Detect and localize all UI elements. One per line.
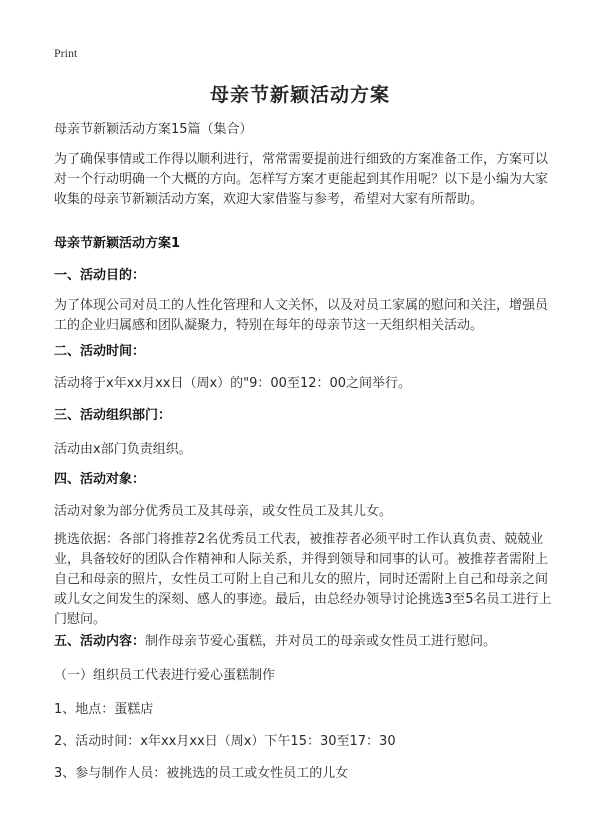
list-item-2: 2、活动时间：x年xx月xx日（周x）下午15：30至17：30 xyxy=(54,734,396,749)
print-link[interactable]: Print xyxy=(54,46,78,60)
content-heading: 五、活动内容： xyxy=(54,634,146,649)
subtitle: 母亲节新颖活动方案15篇（集合） xyxy=(54,122,253,137)
content-text: 制作母亲节爱心蛋糕，并对员工的母亲或女性员工进行慰问。 xyxy=(145,634,497,649)
target-text: 活动对象为部分优秀员工及其母亲，或女性员工及其儿女。 xyxy=(54,504,393,519)
list-item-1: 1、地点：蛋糕店 xyxy=(54,702,154,717)
section-title: 母亲节新颖活动方案1 xyxy=(54,236,181,251)
target-heading: 四、活动对象： xyxy=(54,472,146,487)
dept-text: 活动由x部门负责组织。 xyxy=(54,442,192,457)
sub-heading-1: （一）组织员工代表进行爱心蛋糕制作 xyxy=(54,668,276,683)
time-text: 活动将于x年xx月xx日（周x）的"9：00至12：00之间举行。 xyxy=(54,376,412,391)
purpose-text: 为了体现公司对员工的人性化管理和人文关怀，以及对员工家属的慰问和关注，增强员工的企业归属感和团队凝聚力，特别在每年的母亲节这一天组织相关活动。 xyxy=(54,298,549,333)
dept-heading: 三、活动组织部门： xyxy=(54,408,172,423)
purpose-heading: 一、活动目的： xyxy=(54,268,146,283)
intro-paragraph: 为了确保事情或工作得以顺利进行，常常需要提前进行细致的方案准备工作，方案可以对一个行动明确一个大概的方向。怎样写方案才更能起到其作用呢？以下是小编为大家收集的母亲节新颖活动方案，欢迎大家借鉴与参考，希望对大家有所帮助。 xyxy=(54,152,549,207)
selection-text: 挑选依据：各部门将推荐2名优秀员工代表，被推荐者必须平时工作认真负责、兢兢业业，具备较好的团队合作精神和人际关系，并得到领导和同事的认可。被推荐者需附上自己和母亲的照片，女性员工可附上自己和儿女的照片，同时还需附上自己和母亲之间或儿女之间发生的深刻、感人的事迹。最后，由总经办领导讨论挑选3至5名员工进行上门慰问。 xyxy=(54,532,552,627)
time-heading: 二、活动时间： xyxy=(54,344,146,359)
page-title: 母亲节新颖活动方案 xyxy=(209,84,390,106)
content-line xyxy=(54,632,554,652)
list-item-3: 3、参与制作人员：被挑选的员工或女性员工的儿女 xyxy=(54,766,349,781)
